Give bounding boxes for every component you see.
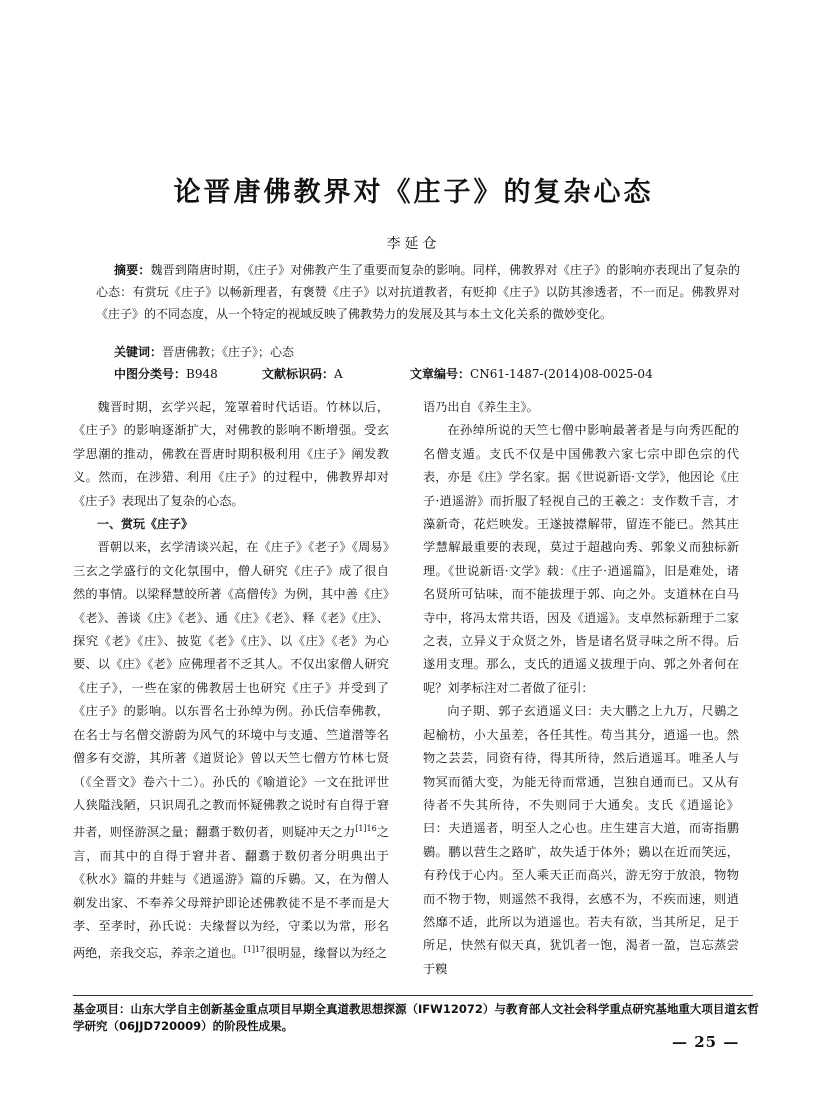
article-number <box>410 365 653 382</box>
author-name: 李延仓 <box>386 236 441 252</box>
body-paragraph <box>73 536 389 965</box>
document-code <box>262 365 343 382</box>
body-text: 很明显，缘督以为经之 <box>265 946 388 961</box>
continued-paragraph: 语乃出自《养生主》。 <box>423 400 539 414</box>
body-paragraph: 在孙绰所说的天竺七僧中影响最著者是与向秀匹配的名僧支遁。支氏不仅是中国佛教六家七宗中即色宗的代表，亦是《庄》学名家。据《世说新语·文学》，他因论《庄子·逍遥游》而折服了轻视自己的王羲之：支作数千言，才藻新奇，花烂映发。王遂披襟解带，留连不能已。然其庄学慧解最重要的表现，莫过于超越向秀、郭象义而独标新理。《世说新语·文学》载：《庄子·逍遥篇》，旧是难处，诸名贤所可钻味，而不能拔理于郭、向之外。支道林在白马寺中，将冯太常共语，因及《逍遥》。支卓然标新理于二家之表，立异义于众贤之外，皆是诸名贤寻味之所不得。后遂用支理。那么，支氏的逍遥义拔理于向、郭之外者何在呢？刘孝标注对二者做了征引： <box>423 423 739 695</box>
clc-value: B948 <box>186 367 218 381</box>
intro-paragraph: 魏晋时期，玄学兴起，笼罩着时代话语。竹林以后，《庄子》的影响逐渐扩大，对佛教的影响不断增强。受玄学思潮的推动，佛教在晋唐时期积极利用《庄子》阐发教义。然而，在涉猎、利用《庄子》的过程中，佛教界却对《庄子》表现出了复杂的心态。 <box>73 400 389 508</box>
section-heading: 一、赏玩《庄子》 <box>97 517 194 532</box>
quotation-paragraph: 向子期、郭子玄逍遥义曰：夫大鹏之上九万，尺鷃之起榆枋，小大虽差，各任其性。苟当其分，逍遥一也。然物之芸芸，同资有待，得其所待，然后逍遥耳。唯圣人与物冥而循大变，为能无待而常通，岂独自通而已。又从有待者不失其所待，不失则同于大通矣。支氏《逍遥论》曰：夫逍遥者，明至人之心也。庄生建言大道，而寄指鹏鷃。鹏以营生之路旷，故失适于体外；鷃以在近而笑远，有矜伐于心内。至人乘天正而高兴，游无穷于放浪，物物而不物于物，则遥然不我得，玄感不为，不疾而速，则逍然靡不适，此所以为逍遥也。若夫有欲，当其所足，足于所足，快然有似天真，犹饥者一饱，渴者一盈，岂忘蒸尝于糗 <box>423 704 739 976</box>
clc-label: 中图分类号： <box>114 367 187 381</box>
left-column <box>73 396 389 966</box>
abstract <box>96 259 740 325</box>
abstract-label: 摘要： <box>114 263 151 277</box>
abstract-text: 魏晋到隋唐时期，《庄子》对佛教产生了重要而复杂的影响。同样，佛教界对《庄子》的影响亦表现出了复杂的心态：有赏玩《庄子》以畅新理者，有褒赞《庄子》以对抗道教者，有贬抑《庄子》以防其渗透者，不一而足。佛教界对《庄子》的不同态度，从一个特定的视域反映了佛教势力的发展及其与本土文化关系的微妙变化。 <box>96 263 740 321</box>
clc-number <box>114 365 218 382</box>
keywords-label: 关键词： <box>114 345 163 359</box>
doc-code-label: 文献标识码： <box>262 367 335 381</box>
article-number-value: CN61-1487-(2014)08-0025-04 <box>470 367 653 381</box>
keywords <box>114 343 294 360</box>
funding-footnote: 基金项目：山东大学自主创新基金重点项目早期全真道教思想探源（IFW12072）与教育部人文社会科学重点研究基地重大项目道玄哲学研究（06JJD720009）的阶段性成果。 <box>73 1002 759 1033</box>
article-number-label: 文章编号： <box>410 367 471 381</box>
right-column <box>423 396 739 981</box>
footnote-divider <box>73 995 753 996</box>
keywords-text: 晋唐佛教；《庄子》；心态 <box>162 345 295 359</box>
citation-ref: [1]17 <box>243 945 266 955</box>
article-title: 论晋唐佛教界对《庄子》的复杂心态 <box>173 177 654 208</box>
citation-ref: [1]16 <box>355 824 377 834</box>
body-text: 晋朝以来，玄学清谈兴起，在《庄子》《老子》《周易》三玄之学盛行的文化氛围中，僧人研究《庄子》成了很自然的事情。以梁释慧皎所著《高僧传》为例，其中善《庄》《老》、善谈《庄》《老》、通《庄》《老》、释《老》《庄》、探究《老》《庄》、披览《老》《庄》、以《庄》《老》为心要、以《庄》《老》应佛理者不乏其人。不仅出家僧人研究《庄子》，一些在家的佛教居士也研究《庄子》并受到了《庄子》的影响。以东晋名士孙绰为例。孙氏信奉佛教，在名士与名僧交游蔚为风气的环境中与支遁、竺道潜等名僧多有交游，其所著《道贤论》曾以天竺七僧方竹林七贤（《全晋文》卷六十二）。孙氏的《喻道论》一文在批评世人狭隘浅陋，只识周孔之教而怀疑佛教之说时有自得于窘井者，则怪游溟之量；翻翥于数仞者，则疑冲天之力 <box>73 540 389 840</box>
body-text: 之言，而其中的自得于窘井者、翻翥于数仞者分明典出于《秋水》篇的井蛙与《逍遥游》篇的斥鷃。又，在为僧人剃发出家、不奉养父母辩护即论述佛教徒不是不孝而是大孝、至孝时，孙氏说：夫缘督以为经，守柔以为常，形名两绝，亲我交忘，养亲之道也。 <box>73 825 390 961</box>
doc-code-value: A <box>334 367 343 381</box>
page-number: — 25 — <box>672 1033 740 1051</box>
